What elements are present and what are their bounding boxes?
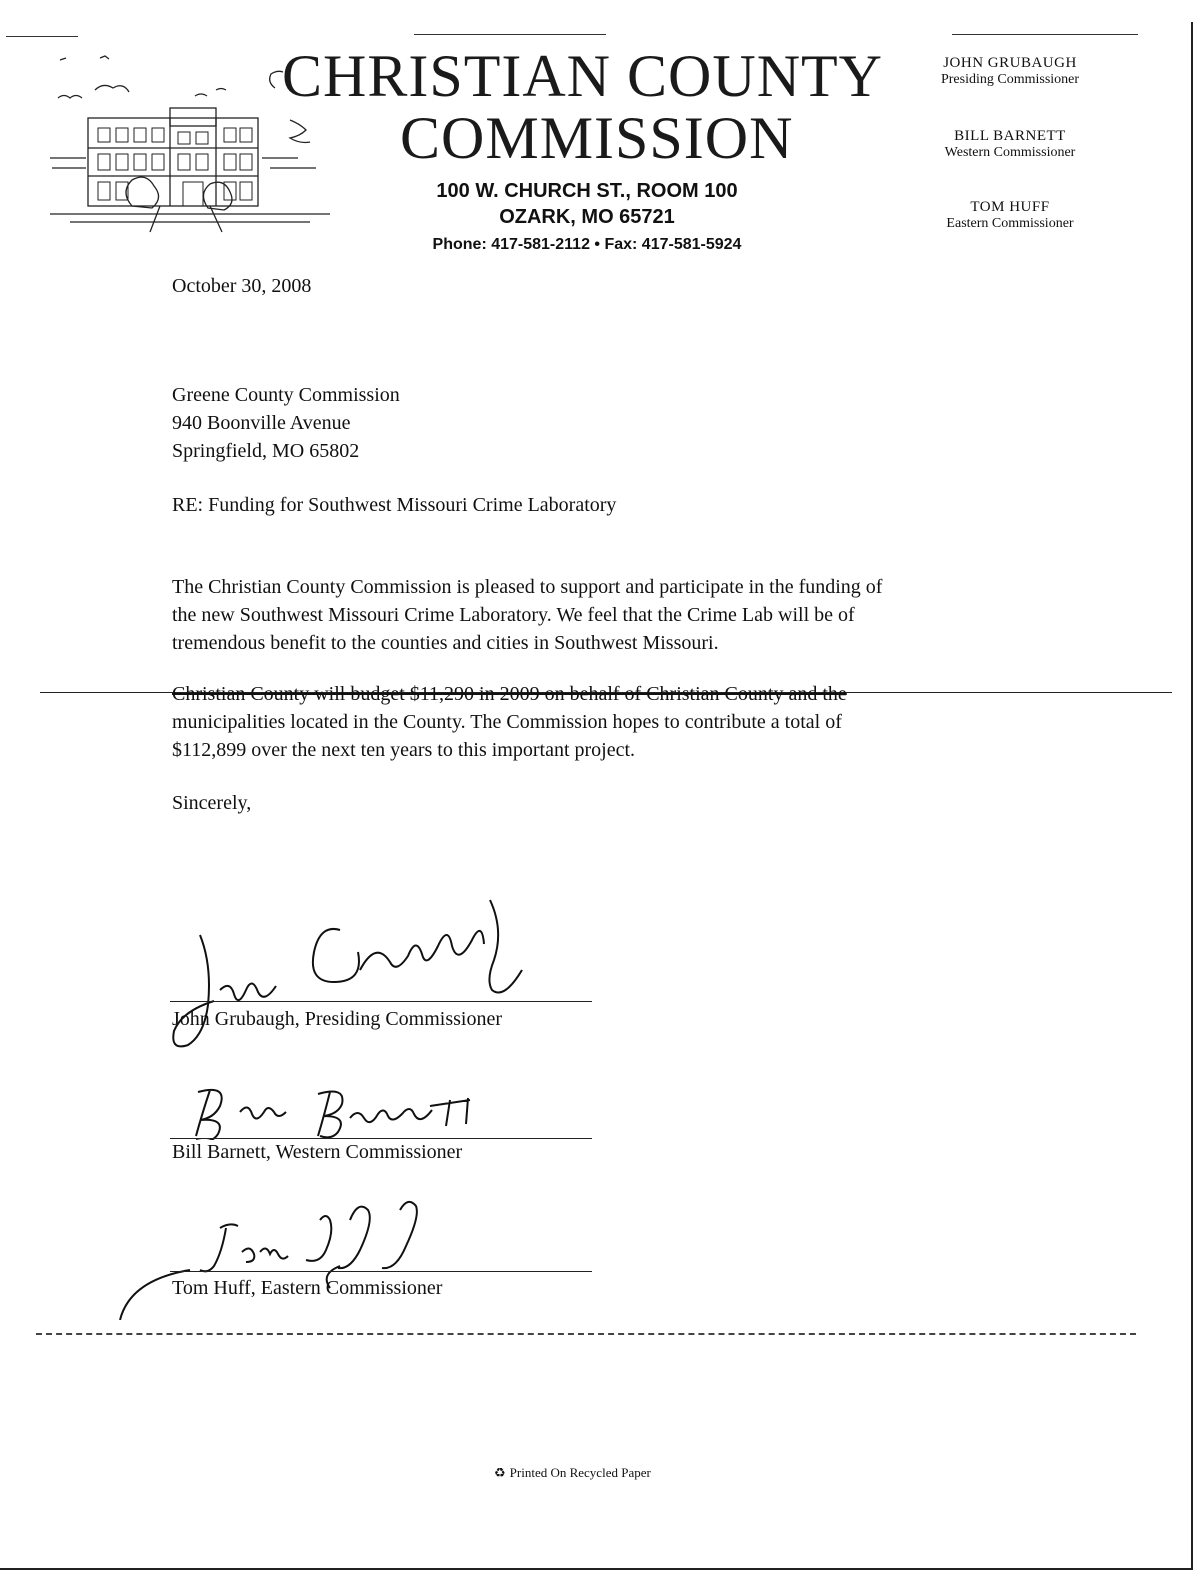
- letter-closing: Sincerely,: [172, 792, 252, 814]
- paragraph1-line: the new Southwest Missouri Crime Laboratory. We feel that the Crime Lab will be of: [172, 604, 855, 626]
- recipient-name: Greene County Commission: [172, 384, 400, 406]
- signature-label: Tom Huff, Eastern Commissioner: [172, 1277, 443, 1299]
- commissioner-name: TOM HUFF: [970, 199, 1050, 215]
- signature-bill-barnett: [180, 1080, 500, 1140]
- recycle-icon: ♻: [494, 1466, 506, 1481]
- header-rule-right: [952, 34, 1138, 35]
- letterhead-title-line1: CHRISTIAN COUNTY: [282, 43, 883, 109]
- signature-label: John Grubaugh, Presiding Commissioner: [172, 1008, 502, 1030]
- commissioner-name: BILL BARNETT: [954, 128, 1066, 144]
- recipient-city: Springfield, MO 65802: [172, 440, 360, 462]
- bottom-rule: [36, 1333, 1136, 1335]
- paragraph2-line: $112,899 over the next ten years to this important project.: [172, 739, 636, 761]
- paragraph1-line: tremendous benefit to the counties and cities in Southwest Missouri.: [172, 632, 719, 654]
- letterhead-phone-fax: Phone: 417-581-2112 • Fax: 417-581-5924: [432, 236, 742, 253]
- letterhead-title-line2: COMMISSION: [400, 105, 794, 171]
- footer-text: Printed On Recycled Paper: [509, 1465, 651, 1480]
- signature-line: [170, 1138, 592, 1139]
- paragraph2-struck-line: Christian County will budget $11,290 in 2009 on behalf of Christian County and the: [172, 683, 847, 705]
- signature-line: [170, 1271, 592, 1272]
- paragraph1-line: The Christian County Commission is pleased to support and participate in the funding of: [172, 576, 883, 598]
- header-rule-left: [6, 36, 78, 37]
- commissioner-title: Eastern Commissioner: [946, 216, 1074, 231]
- footer-recycled: [494, 1465, 651, 1481]
- commissioner-name: JOHN GRUBAUGH: [943, 55, 1077, 71]
- letterhead-address-street: 100 W. CHURCH ST., ROOM 100: [436, 180, 738, 202]
- letterhead-address-city: OZARK, MO 65721: [499, 206, 675, 228]
- commissioner-title: Presiding Commissioner: [940, 72, 1080, 87]
- page-border-right: [1191, 22, 1193, 1570]
- header-rule-center: [414, 34, 606, 35]
- commissioner-title: Western Commissioner: [944, 145, 1076, 160]
- signature-line: [170, 1001, 592, 1002]
- letter-subject: RE: Funding for Southwest Missouri Crime Laboratory: [172, 494, 617, 516]
- commissioner-entry: [915, 55, 1105, 88]
- recipient-street: 940 Boonville Avenue: [172, 412, 351, 434]
- signature-label: Bill Barnett, Western Commissioner: [172, 1141, 463, 1163]
- commissioner-entry: [915, 199, 1105, 232]
- commissioner-entry: [915, 128, 1105, 161]
- letter-date: October 30, 2008: [172, 275, 312, 297]
- paragraph2-line: municipalities located in the County. The Commission hopes to contribute a total of: [172, 711, 842, 733]
- signature-tom-huff: [110, 1200, 470, 1320]
- page-border-bottom: [0, 1568, 1193, 1570]
